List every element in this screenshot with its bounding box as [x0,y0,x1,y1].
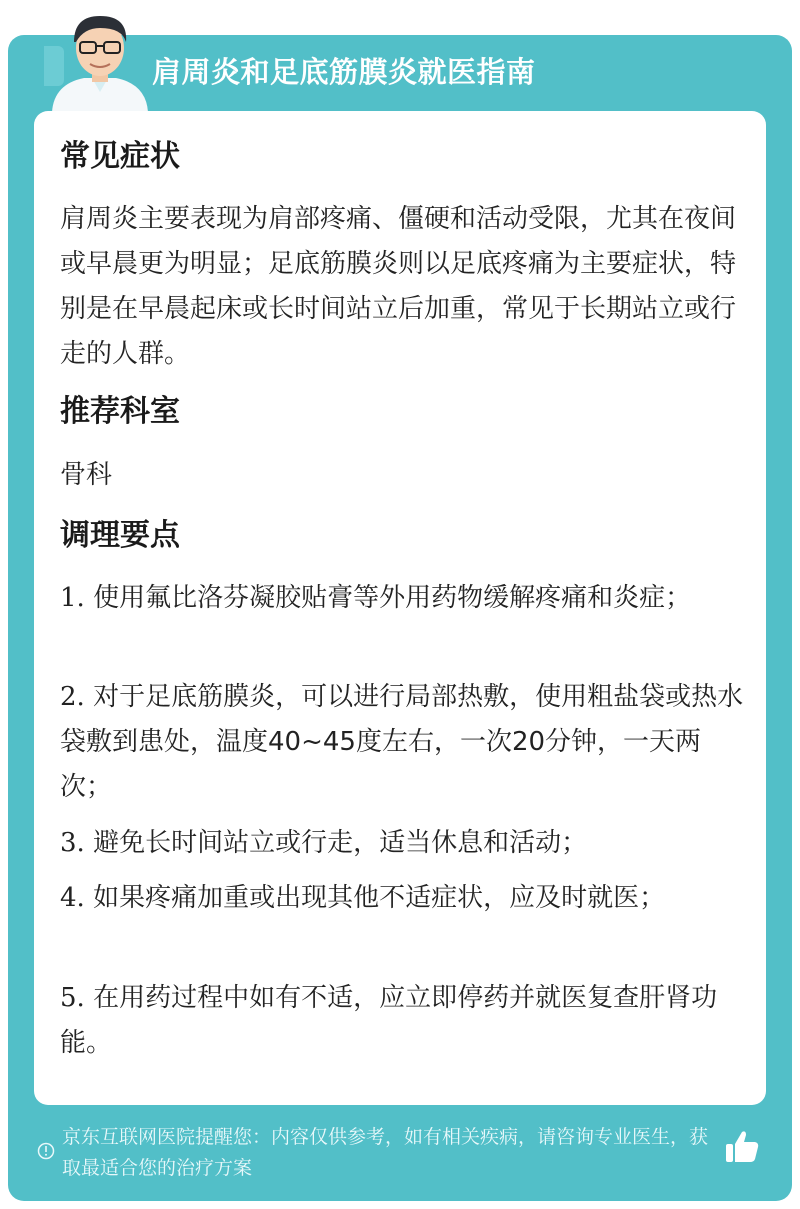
thumbs-up-icon[interactable] [724,1130,760,1164]
list-item: 1. 使用氟比洛芬凝胶贴膏等外用药物缓解疼痛和炎症； [60,583,692,613]
section-title-care: 调理要点 [60,518,180,553]
list-item: 4. 如果疼痛加重或出现其他不适症状，应及时就医； [60,883,666,913]
department-text: 骨科 [60,460,113,490]
section-title-symptoms: 常见症状 [60,139,180,174]
list-item: 2. 对于足底筋膜炎，可以进行局部热敷，使用粗盐袋或热水袋敷到患处，温度40~45度左右，一次20分钟，一天两次； [60,682,744,802]
content-card [34,111,766,1105]
info-icon [37,1142,55,1160]
list-item: 3. 避免长时间站立或行走，适当休息和活动； [60,828,588,858]
section-title-department: 推荐科室 [60,394,180,429]
symptoms-text: 肩周炎主要表现为肩部疼痛、僵硬和活动受限，尤其在夜间或早晨更为明显；足底筋膜炎则以足底疼痛为主要症状，特别是在早晨起床或长时间站立后加重，常见于长期站立或行走的人群。 [60,204,737,369]
page-title: 肩周炎和足底筋膜炎就医指南 [152,55,536,89]
doctor-avatar-icon [44,6,156,112]
disclaimer-text: 京东互联网医院提醒您：内容仅供参考，如有相关疾病，请咨询专业医生，获取最适合您的治疗方案 [62,1126,709,1179]
list-item: 5. 在用药过程中如有不适，应立即停药并就医复查肝肾功能。 [60,983,718,1058]
